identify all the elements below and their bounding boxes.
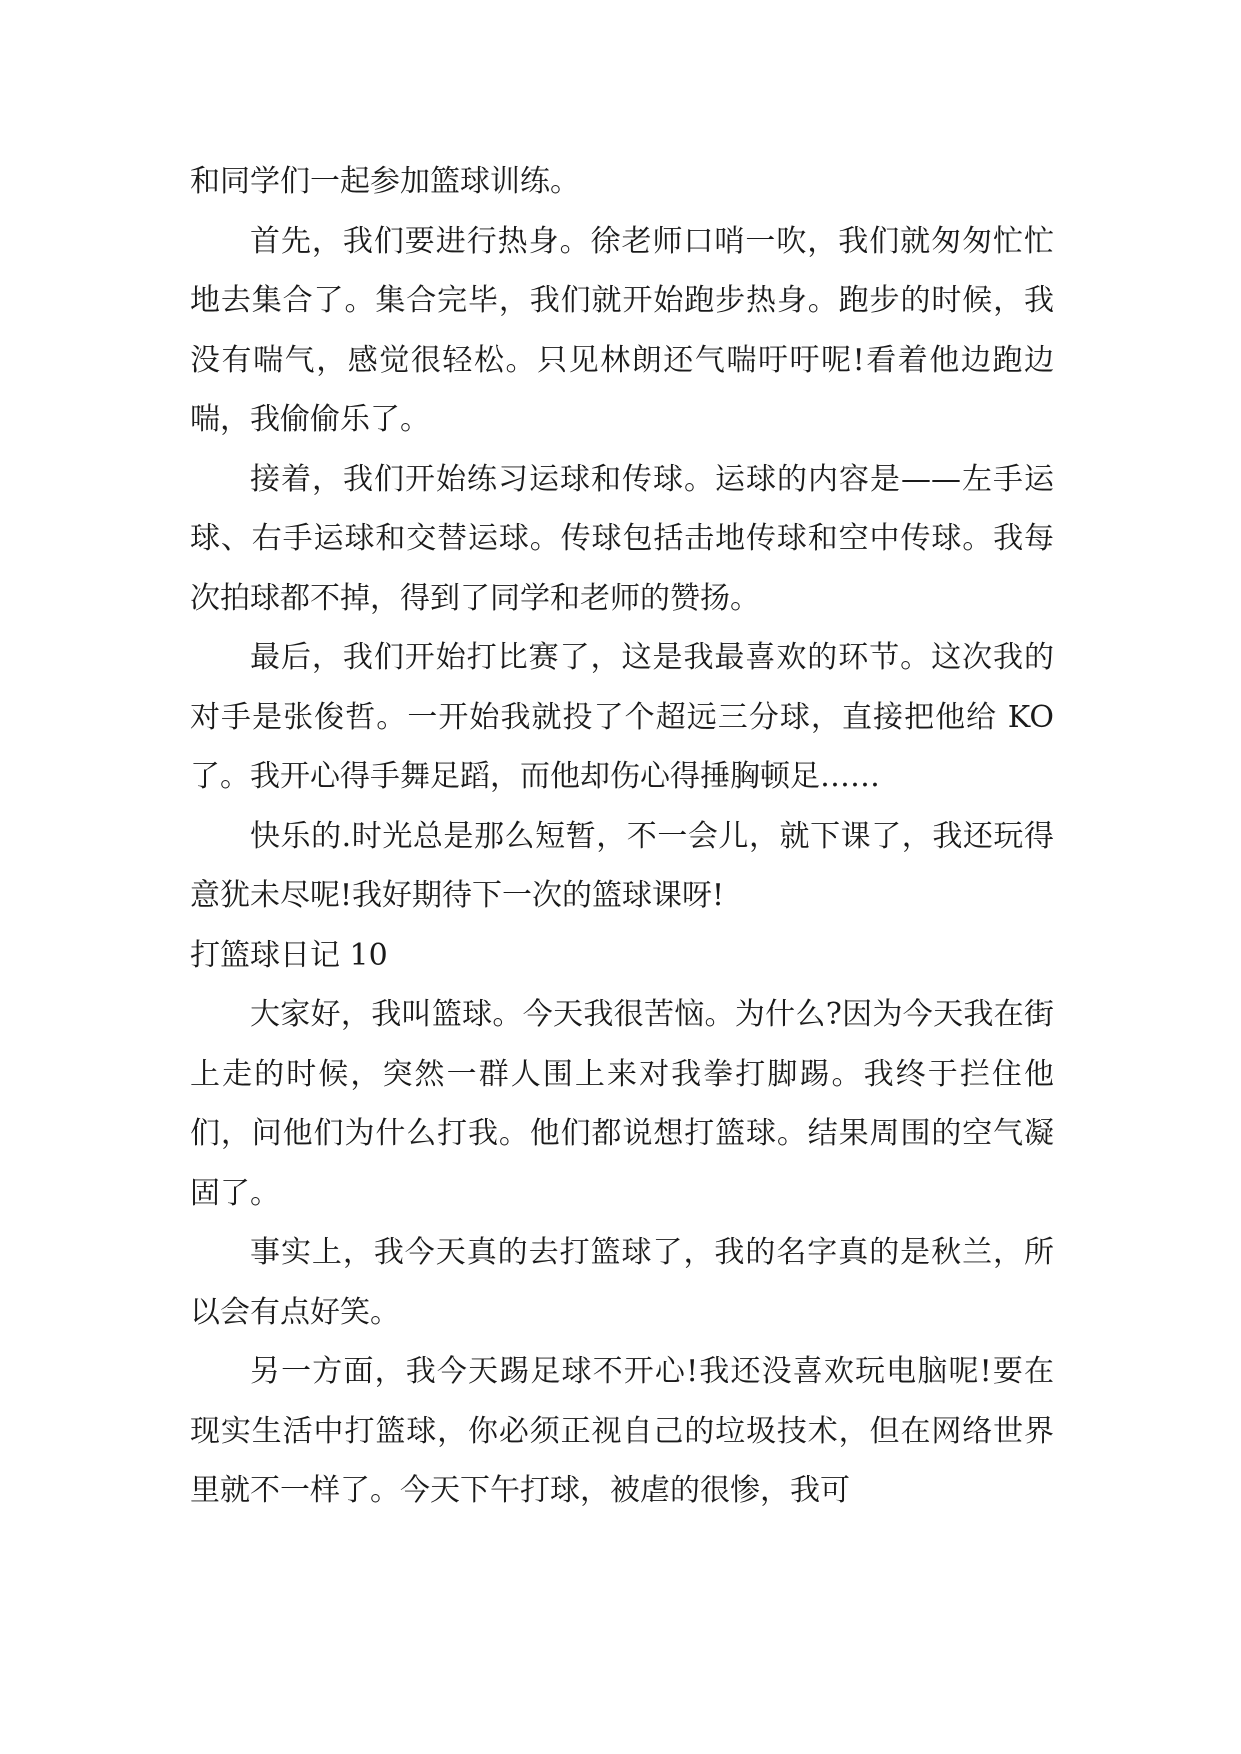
- paragraph-other-side: 另一方面，我今天踢足球不开心!我还没喜欢玩电脑呢!要在现实生活中打篮球，你必须正视自己的垃圾技术，但在网络世界里就不一样了。今天下午打球，被虐的很惨，我可: [190, 1354, 1054, 1508]
- paragraph-fact: 事实上，我今天真的去打篮球了，我的名字真的是秋兰，所以会有点好笑。: [190, 1235, 1054, 1330]
- paragraph-dribbling: 接着，我们开始练习运球和传球。运球的内容是——左手运球、右手运球和交替运球。传球包括击地传球和空中传球。我每次拍球都不掉，得到了同学和老师的赞扬。: [190, 461, 1054, 616]
- paragraph-warmup: 首先，我们要进行热身。徐老师口哨一吹，我们就匆匆忙忙地去集合了。集合完毕，我们就开始跑步热身。跑步的时候，我没有喘气，感觉很轻松。只见林朗还气喘吁吁呢!看着他边跑边喘，我偷偷乐了。: [190, 223, 1054, 437]
- diary-heading: 打篮球日记 10: [190, 937, 388, 973]
- paragraph-match: 最后，我们开始打比赛了，这是我最喜欢的环节。这次我的对手是张俊哲。一开始我就投了个超远三分球，直接把他给 KO 了。我开心得手舞足蹈，而他却伤心得捶胸顿足……: [190, 640, 1054, 794]
- paragraph-ending: 快乐的.时光总是那么短暂，不一会儿，就下课了，我还玩得意犹未尽呢!我好期待下一次的篮球课呀!: [190, 818, 1054, 913]
- document-body: [190, 152, 1054, 1521]
- paragraph-intro: 大家好，我叫篮球。今天我很苦恼。为什么?因为今天我在街上走的时候，突然一群人围上来对我拳打脚踢。我终于拦住他们，问他们为什么打我。他们都说想打篮球。结果周围的空气凝固了。: [190, 997, 1054, 1211]
- paragraph-continuation: 和同学们一起参加篮球训练。: [190, 164, 580, 199]
